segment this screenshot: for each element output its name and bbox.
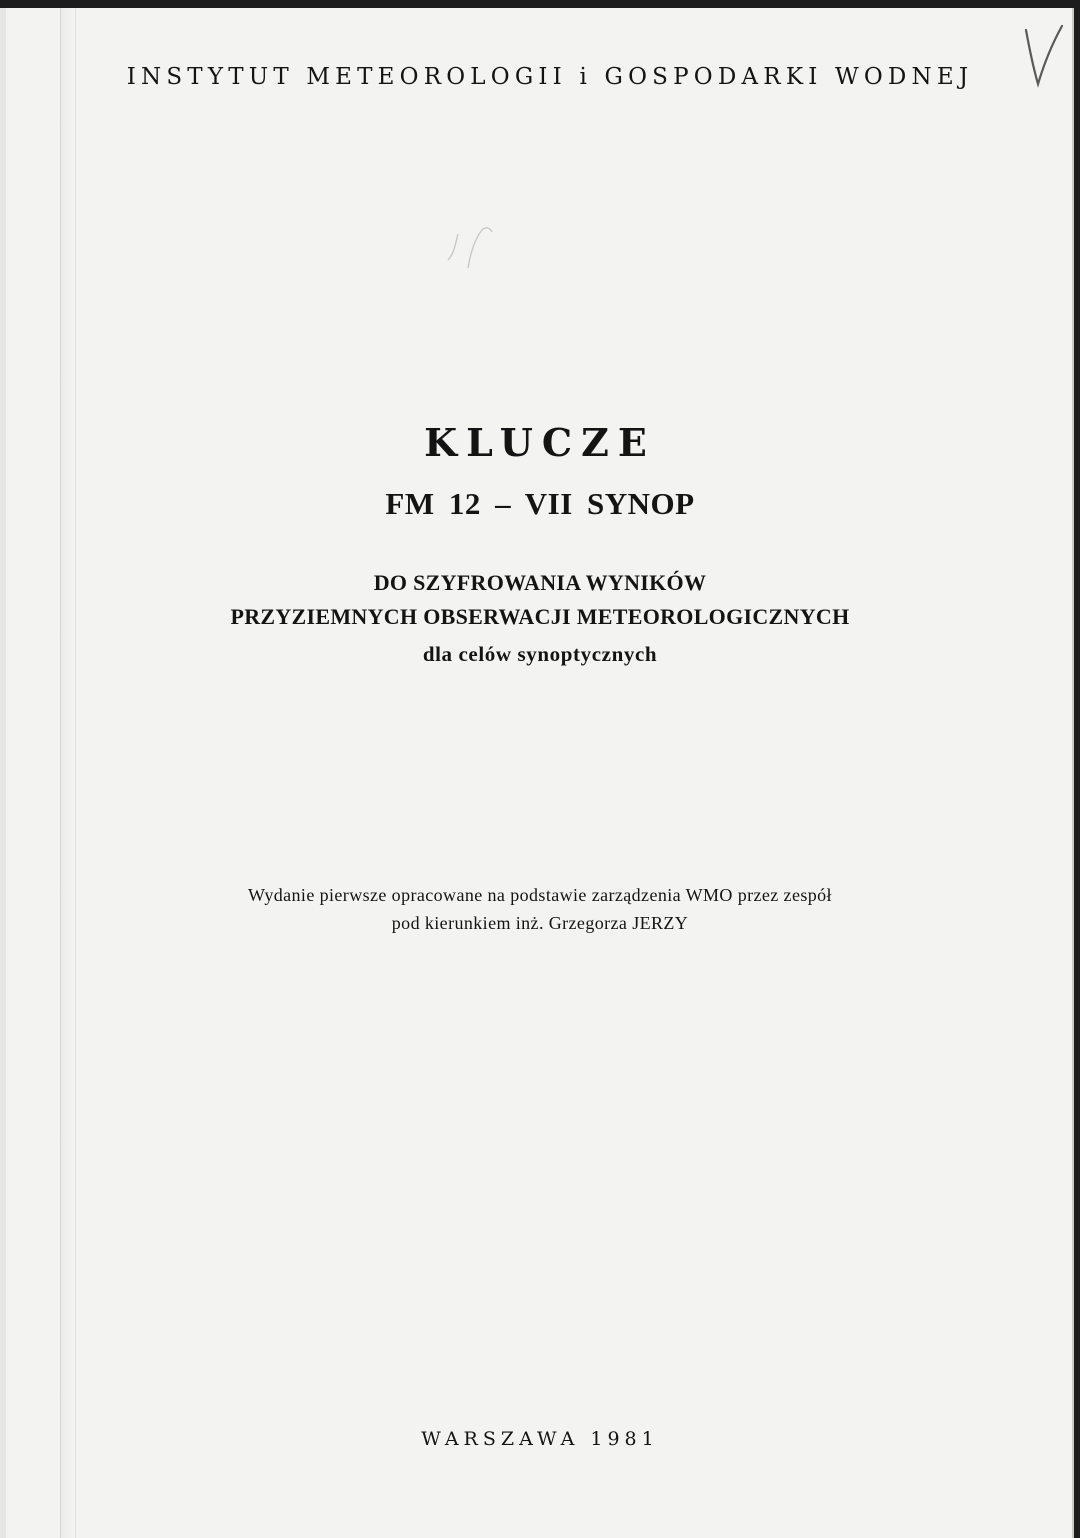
page-spine-fold	[60, 8, 76, 1538]
title-page	[0, 8, 1074, 1538]
institute-name: INSTYTUT METEOROLOGII i GOSPODARKI WODNEJ	[126, 64, 974, 90]
document-code: FM 12 – VII SYNOP	[385, 486, 695, 521]
edition-line-2: pod kierunkiem inż. Grzegorza JERZY	[391, 913, 689, 933]
place-and-year: WARSZAWA 1981	[421, 1428, 659, 1450]
document-title: KLUCZE	[424, 420, 656, 465]
page-left-edge	[0, 8, 6, 1538]
description-line-1: DO SZYFROWANIA WYNIKÓW	[373, 570, 707, 595]
description-line-3: dla celów synoptycznych	[422, 642, 658, 666]
edition-line-1: Wydanie pierwsze opracowane na podstawie zarządzenia WMO przez zespół	[248, 885, 832, 905]
faint-pencil-marks	[440, 220, 500, 276]
description-line-2: PRZYZIEMNYCH OBSERWACJI METEOROLOGICZNYCH	[230, 604, 850, 629]
